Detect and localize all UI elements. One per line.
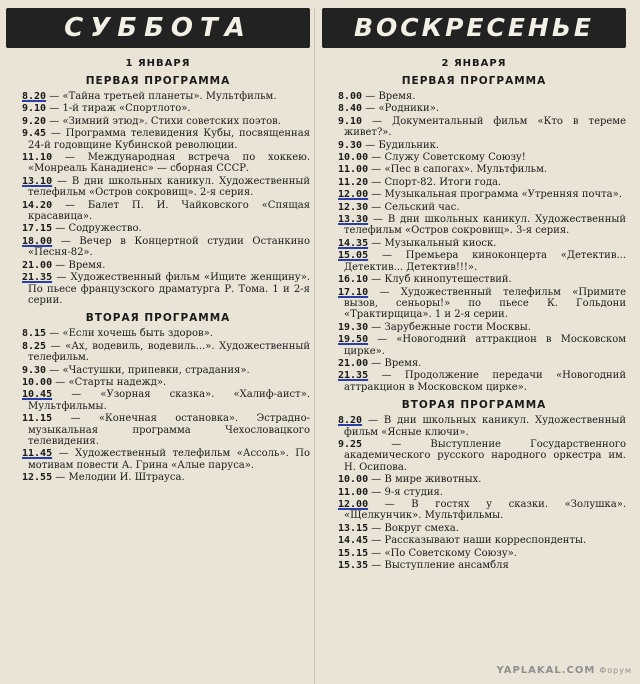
watermark-tail: Форум <box>599 666 632 675</box>
entry-text: «Частушки, припевки, страдания». <box>62 364 250 376</box>
entry-dash: — <box>46 340 66 352</box>
entry-text: Выступление ансамбля <box>384 560 509 572</box>
program-entry <box>6 272 310 306</box>
entry-text: «Если хочешь быть здоров». <box>62 328 213 340</box>
entry-text: В дни школьных каникул. Художественный фильм «Ясные ключи». <box>344 415 626 438</box>
program-entry <box>322 487 626 498</box>
entry-text: Время. <box>384 357 422 369</box>
entry-text: «Конечная остановка». Эстрадно-музыкальная программа Чехословацкого телевидения. <box>28 413 310 447</box>
entry-text: Содружество. <box>68 223 142 235</box>
entry-text: В гостях у сказки. «Золушка». «Щелкунчик». Мультфильмы. <box>344 499 627 522</box>
entry-text: Музыкальная программа «Утренняя почта». <box>384 189 622 201</box>
date-saturday: 1 ЯНВАРЯ <box>125 58 191 69</box>
entry-time: 12.00 <box>338 189 369 201</box>
program-entry <box>322 474 626 485</box>
date-sunday: 2 ЯНВАРЯ <box>441 58 507 69</box>
entry-dash: — <box>368 474 385 486</box>
program-entry <box>322 189 626 200</box>
entry-time: 8.20 <box>22 91 47 102</box>
entry-dash: — <box>362 91 379 102</box>
program-entry <box>6 128 310 151</box>
program-entry <box>6 365 310 376</box>
program-entry <box>322 250 626 273</box>
program2-list-sunday <box>322 415 626 571</box>
entry-time: 10.00 <box>338 474 369 486</box>
entry-time: 10.00 <box>338 152 369 164</box>
entry-dash: — <box>368 286 401 298</box>
program-entry <box>322 370 626 393</box>
entry-time: 9.45 <box>22 128 47 140</box>
entry-time: 17.15 <box>22 223 53 235</box>
column-divider <box>314 8 315 684</box>
entry-text: Документальный фильм «Кто в тереме живет?». <box>344 115 627 139</box>
entry-time: 8.20 <box>338 415 363 427</box>
entry-dash: — <box>362 139 379 151</box>
entry-text: Музыкальный киоск. <box>384 237 497 249</box>
entry-time: 10.45 <box>22 389 53 401</box>
entry-dash: — <box>362 438 431 450</box>
entry-dash: — <box>362 115 393 127</box>
day-header-sunday: ВОСКРЕСЕНЬЕ <box>322 8 626 48</box>
entry-dash: — <box>52 175 72 187</box>
entry-dash: — <box>368 152 385 164</box>
entry-dash: — <box>46 328 63 340</box>
entry-text: «Пес в сапогах». Мультфильм. <box>384 164 548 176</box>
entry-text: Рассказывают наши корреспонденты. <box>384 535 587 547</box>
program-entry <box>322 116 626 139</box>
entry-text: «Узорная сказка». «Халиф-аист». Мультфильмы. <box>28 389 310 412</box>
program-entry <box>322 548 626 559</box>
program-entry <box>6 328 310 339</box>
entry-time: 9.30 <box>338 139 363 151</box>
entry-dash: — <box>52 152 88 164</box>
entry-dash: — <box>52 199 88 211</box>
entry-time: 19.30 <box>338 321 369 333</box>
entry-time: 15.05 <box>338 250 369 262</box>
entry-time: 15.15 <box>338 547 369 559</box>
entry-dash: — <box>46 115 63 127</box>
entry-dash: — <box>46 91 63 102</box>
program-entry <box>6 341 310 364</box>
entry-dash: — <box>52 376 69 388</box>
entry-dash: — <box>368 164 385 176</box>
entry-time: 8.25 <box>22 340 47 352</box>
entry-time: 9.10 <box>338 115 363 127</box>
entry-dash: — <box>52 223 69 235</box>
entry-dash: — <box>368 560 385 572</box>
entry-dash: — <box>368 547 385 559</box>
entry-time: 8.40 <box>338 103 363 115</box>
entry-dash: — <box>52 272 71 284</box>
entry-text: Продолжение передачи «Новогодний аттракцион в Московском цирке». <box>344 370 626 393</box>
program-entry <box>322 103 626 114</box>
entry-text: Служу Советскому Союзу! <box>384 152 526 164</box>
program-entry <box>322 238 626 249</box>
entry-text: Мелодии И. Штрауса. <box>68 472 185 484</box>
entry-dash: — <box>52 235 80 247</box>
saturday-column <box>6 8 310 485</box>
entry-time: 8.00 <box>338 91 363 102</box>
program-entry <box>322 177 626 188</box>
entry-time: 13.15 <box>338 522 369 534</box>
entry-time: 21.35 <box>22 272 53 284</box>
entry-text: Международная встреча по хоккею. «Монреаль Канадиенс» — сборная СССР. <box>28 152 310 175</box>
program-entry <box>322 140 626 151</box>
program-entry <box>322 274 626 285</box>
entry-text: «Ах, водевиль, водевиль...». Художественный телефильм. <box>28 340 311 364</box>
entry-text: Клуб кинопутешествий. <box>384 274 512 286</box>
entry-dash: — <box>368 321 385 333</box>
program2-title-saturday: ВТОРАЯ ПРОГРАММА <box>85 312 231 325</box>
program-entry <box>6 91 310 102</box>
entry-time: 11.45 <box>22 448 53 460</box>
program1-title-sunday: ПЕРВАЯ ПРОГРАММА <box>401 75 547 87</box>
entry-text: Выступление Государственного академического русского народного оркестра им. Н. Осипова. <box>344 438 627 473</box>
entry-dash: — <box>368 522 385 534</box>
program-entry <box>322 439 626 473</box>
entry-text: Художественный фильм «Ищите женщину». По пьесе французского драматурга Р. Тома. 1 и 2-я серии. <box>28 272 310 306</box>
entry-time: 11.10 <box>22 152 53 164</box>
entry-text: В мире животных. <box>384 474 482 486</box>
entry-dash: — <box>368 499 412 510</box>
entry-time: 13.30 <box>338 214 369 226</box>
entry-text: Программа телевидения Кубы, посвященная 24-й годовщине Кубинской революции. <box>28 128 310 151</box>
program-entry <box>322 91 626 102</box>
program1-title-saturday: ПЕРВАЯ ПРОГРАММА <box>85 75 231 87</box>
program-entry <box>6 200 310 223</box>
program-entry <box>6 260 310 271</box>
program1-list-saturday <box>6 91 310 306</box>
entry-text: Вечер в Концертной студии Останкино «Песня-82». <box>28 235 310 259</box>
entry-text: «Старты надежд». <box>68 376 167 388</box>
entry-time: 11.15 <box>22 413 53 425</box>
entry-text: Спорт-82. Итоги года. <box>384 176 502 188</box>
day-header-saturday: СУББОТА <box>6 8 310 48</box>
entry-text: «Новогодний аттракцион в Московском цирке». <box>344 334 626 357</box>
entry-dash: — <box>362 103 379 115</box>
entry-dash: — <box>368 274 385 286</box>
program-entry <box>322 214 626 237</box>
entry-time: 11.00 <box>338 486 369 498</box>
entry-time: 11.00 <box>338 164 369 176</box>
entry-text: Вокруг смеха. <box>384 522 459 534</box>
entry-time: 11.20 <box>338 176 369 188</box>
watermark <box>496 665 632 676</box>
entry-text: Время. <box>68 259 106 271</box>
entry-dash: — <box>52 448 76 460</box>
entry-text: В дни школьных каникул. Художественный телефильм «Остров сокровищ». 2-я серия. <box>28 175 310 199</box>
program-entry <box>6 176 310 199</box>
program-entry <box>322 334 626 357</box>
entry-time: 21.00 <box>338 357 369 369</box>
entry-time: 10.00 <box>22 376 53 388</box>
entry-dash: — <box>46 364 63 376</box>
program-entry <box>322 523 626 534</box>
program-entry <box>6 389 310 412</box>
program2-list-saturday <box>6 328 310 483</box>
entry-time: 15.35 <box>338 560 369 572</box>
entry-text: «Родники». <box>378 103 440 115</box>
entry-text: В дни школьных каникул. Художественный телефильм «Остров сокровищ». 3-я серия. <box>344 214 626 237</box>
entry-text: Художественный телефильм «Ассоль». По мотивам повести А. Грина «Алые паруса». <box>28 448 310 471</box>
entry-time: 18.00 <box>22 235 53 247</box>
entry-dash: — <box>52 472 69 484</box>
program2-title-sunday: ВТОРАЯ ПРОГРАММА <box>401 399 547 412</box>
entry-dash: — <box>368 357 385 369</box>
entry-dash: — <box>52 259 69 271</box>
program-entry <box>322 499 626 522</box>
entry-time: 14.45 <box>338 535 369 547</box>
entry-text: Время. <box>378 91 416 102</box>
entry-time: 9.20 <box>22 115 47 127</box>
entry-dash: — <box>52 413 99 425</box>
entry-text: 1-й тираж «Спортлото». <box>62 103 191 115</box>
entry-dash: — <box>368 201 385 213</box>
entry-time: 12.00 <box>338 499 369 510</box>
entry-text: Будильник. <box>378 139 440 151</box>
entry-text: Сельский час. <box>384 201 460 213</box>
entry-text: Художественный телефильм «Примите вызов, сеньоры!» по пьесе К. Гольдони «Трактирщица». 1 и 2-я серии. <box>344 286 626 321</box>
entry-time: 14.35 <box>338 237 369 249</box>
program-entry <box>6 152 310 175</box>
program-entry <box>6 377 310 388</box>
entry-text: 9-я студия. <box>384 486 444 498</box>
entry-time: 21.00 <box>22 259 53 271</box>
program1-list-sunday <box>322 91 626 393</box>
entry-time: 8.15 <box>22 328 47 340</box>
entry-time: 17.10 <box>338 286 369 298</box>
entry-dash: — <box>46 103 63 115</box>
entry-time: 21.35 <box>338 370 369 382</box>
entry-text: «Тайна третьей планеты». Мультфильм. <box>62 91 277 102</box>
entry-time: 13.10 <box>22 175 53 187</box>
program-entry <box>322 164 626 175</box>
program-entry <box>322 152 626 163</box>
entry-dash: — <box>368 535 385 547</box>
program-entry <box>322 202 626 213</box>
program-entry <box>322 560 626 571</box>
entry-dash: — <box>368 189 385 201</box>
entry-dash: — <box>368 176 385 188</box>
entry-dash: — <box>46 128 66 140</box>
program-entry <box>322 287 626 321</box>
entry-text: «Зимний этюд». Стихи советских поэтов. <box>62 115 281 127</box>
program-entry <box>6 103 310 114</box>
entry-time: 16.10 <box>338 274 369 286</box>
entry-time: 9.30 <box>22 364 47 376</box>
program-entry <box>322 358 626 369</box>
program-entry <box>6 472 310 483</box>
entry-text: «По Советскому Союзу». <box>384 547 517 559</box>
program-entry <box>6 236 310 259</box>
entry-dash: — <box>368 214 388 226</box>
sunday-column <box>322 8 626 572</box>
entry-dash: — <box>362 415 384 427</box>
entry-time: 12.55 <box>22 472 53 484</box>
entry-time: 19.50 <box>338 334 369 346</box>
entry-text: Премьера киноконцерта «Детектив... Детектив... Детектив!!!». <box>344 250 626 273</box>
watermark-site: YAPLAKAL.COM <box>496 665 596 676</box>
entry-text: Зарубежные гости Москвы. <box>384 321 531 333</box>
program-entry <box>6 223 310 234</box>
entry-time: 12.30 <box>338 201 369 213</box>
entry-dash: — <box>368 370 405 382</box>
program-entry <box>322 415 626 438</box>
entry-time: 14.20 <box>22 199 53 211</box>
entry-dash: — <box>368 237 385 249</box>
program-entry <box>6 448 310 471</box>
entry-text: Балет П. И. Чайковского «Спящая красавица». <box>28 199 311 223</box>
program-entry <box>6 116 310 127</box>
entry-dash: — <box>368 486 385 498</box>
program-entry <box>6 413 310 447</box>
program-entry <box>322 322 626 333</box>
entry-dash: — <box>52 389 101 401</box>
entry-time: 9.25 <box>338 438 363 450</box>
entry-dash: — <box>368 250 406 262</box>
entry-dash: — <box>368 334 397 346</box>
entry-time: 9.10 <box>22 103 47 115</box>
program-entry <box>322 535 626 546</box>
